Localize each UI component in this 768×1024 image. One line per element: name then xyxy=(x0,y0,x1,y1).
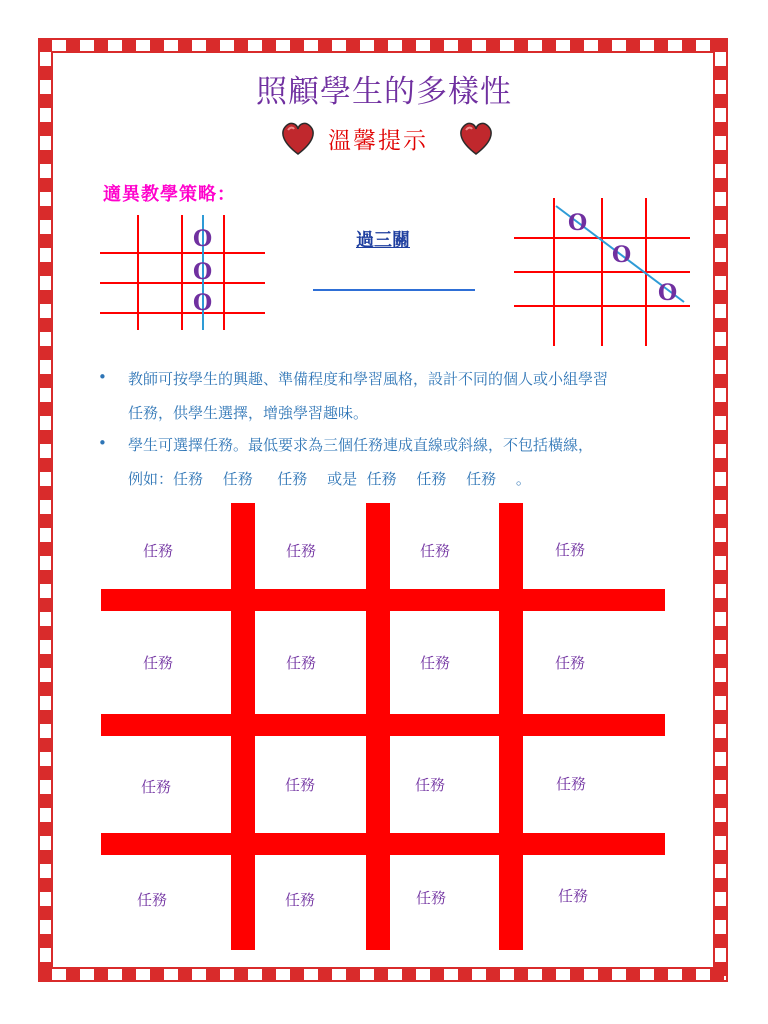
bullet-line: 學生可選擇任務。最低要求為三個任務連成直線或斜線，不包括橫線， xyxy=(128,436,594,454)
task-cell[interactable]: 任務 xyxy=(558,887,589,905)
task-cell[interactable]: 任務 xyxy=(420,654,451,672)
task-cell[interactable]: 任務 xyxy=(285,776,316,794)
task-cell[interactable]: 任務 xyxy=(556,775,587,793)
bullet-line: 教師可按學生的興趣、準備程度和學習風格，設計不同的個人或小組學習 xyxy=(128,370,609,388)
heart-icon xyxy=(278,118,318,158)
example-grid-diagonal xyxy=(512,198,697,348)
mark-o: O xyxy=(568,210,588,236)
task-cell[interactable]: 任務 xyxy=(137,891,168,909)
task-cell[interactable]: 任務 xyxy=(420,542,451,560)
task-cell[interactable]: 任務 xyxy=(141,778,172,796)
mark-o: O xyxy=(193,226,213,252)
bullet-text xyxy=(128,362,718,430)
task-cell[interactable]: 任務 xyxy=(555,654,586,672)
subtitle: 溫馨提示 xyxy=(328,128,428,154)
task-cell[interactable]: 任務 xyxy=(415,776,446,794)
bullet-line: 例如：任務 任務 任務 或是 任務 任務 任務 。 xyxy=(128,470,531,488)
mark-o: O xyxy=(612,242,632,268)
task-cell[interactable]: 任務 xyxy=(286,542,317,560)
bullet-text xyxy=(128,428,718,496)
grid-bar-horizontal xyxy=(101,714,665,736)
bullet-symbol: • xyxy=(98,368,107,386)
mark-o: O xyxy=(658,280,678,306)
task-cell[interactable]: 任務 xyxy=(555,541,586,559)
task-cell[interactable]: 任務 xyxy=(416,889,447,907)
divider-line xyxy=(313,289,475,291)
task-cell[interactable]: 任務 xyxy=(286,654,317,672)
mark-o: O xyxy=(193,259,213,285)
bullet-line: 任務，供學生選擇，增強學習趣味。 xyxy=(128,404,369,422)
example-grid-vertical xyxy=(100,215,270,330)
task-cell[interactable]: 任務 xyxy=(143,542,174,560)
task-cell[interactable]: 任務 xyxy=(285,891,316,909)
mark-o: O xyxy=(193,290,213,316)
bullet-symbol: • xyxy=(98,434,107,452)
task-cell[interactable]: 任務 xyxy=(143,654,174,672)
game-title: 過三關 xyxy=(356,230,410,251)
section-heading: 適異教學策略： xyxy=(103,184,236,205)
grid-bar-horizontal xyxy=(101,589,665,611)
grid-bar-horizontal xyxy=(101,833,665,855)
page-title: 照顧學生的多樣性 xyxy=(256,74,512,110)
heart-icon xyxy=(456,118,496,158)
